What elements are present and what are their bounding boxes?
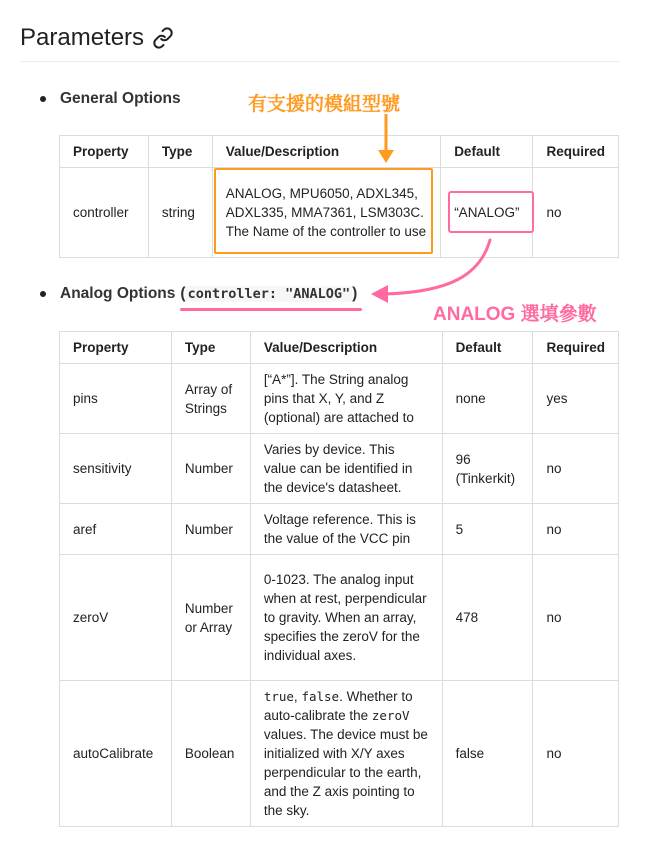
cell-default: false xyxy=(442,681,533,827)
cell-type: Number xyxy=(171,434,250,504)
cell-description: [“A*”]. The String analog pins that X, Y, and Z (optional) are attached to xyxy=(250,364,442,434)
table-row xyxy=(60,681,619,827)
cell-description xyxy=(250,681,442,827)
cell-type: Array of Strings xyxy=(171,364,250,434)
page-title xyxy=(20,24,174,52)
table-header-row xyxy=(60,332,619,364)
cell-description: Voltage reference. This is the value of the VCC pin xyxy=(250,504,442,555)
column-header: Property xyxy=(60,332,172,364)
cell-property: sensitivity xyxy=(60,434,172,504)
cell-default: 96 (Tinkerkit) xyxy=(442,434,533,504)
cell-required: no xyxy=(533,434,619,504)
bullet-dot xyxy=(40,96,46,102)
cell-required: no xyxy=(533,168,619,258)
cell-property: controller xyxy=(60,168,149,258)
cell-type: string xyxy=(148,168,212,258)
paren-open: ( xyxy=(180,285,186,302)
cell-type: Number or Array xyxy=(171,555,250,681)
cell-property: zeroV xyxy=(60,555,172,681)
cell-property: pins xyxy=(60,364,172,434)
annotation-analog-optional: ANALOG 選填參數 xyxy=(433,304,597,325)
cell-description: 0-1023. The analog input when at rest, perpendicular to gravity. When an array, specifies the zeroV for the individual axes. xyxy=(250,555,442,681)
general-options-item xyxy=(40,90,181,108)
table-row xyxy=(60,555,619,681)
annotation-supported-models: 有支援的模組型號 xyxy=(248,94,401,115)
column-header: Type xyxy=(148,136,212,168)
page-title-text: Parameters xyxy=(20,24,145,51)
cell-property: autoCalibrate xyxy=(60,681,172,827)
cell-description: Varies by device. This value can be identified in the device's datasheet. xyxy=(250,434,442,504)
cell-type: Number xyxy=(171,504,250,555)
analog-controller-code: controller: "ANALOG" xyxy=(187,286,351,302)
column-header: Value/Description xyxy=(250,332,442,364)
cell-default: none xyxy=(442,364,533,434)
code-false: false xyxy=(301,689,340,704)
table-row xyxy=(60,434,619,504)
highlight-default-analog xyxy=(448,191,534,233)
cell-required: yes xyxy=(533,364,619,434)
table-row xyxy=(60,364,619,434)
desc-end: values. The device must be initialized with X/Y axes perpendicular to the earth, and the Z axis pointing to the sky. xyxy=(263,727,428,818)
table-header-row xyxy=(60,136,619,168)
code-zerov: zeroV xyxy=(371,708,410,723)
cell-description: ANALOG, MPU6050, ADXL345, ADXL335, MMA7361, LSM303C. The Name of the controller to use xyxy=(212,168,440,258)
cell-default: “ANALOG” xyxy=(441,168,533,258)
column-header: Property xyxy=(60,136,149,168)
highlight-controller-values xyxy=(214,168,433,254)
column-header: Required xyxy=(533,332,619,364)
column-header: Type xyxy=(171,332,250,364)
desc-sep: , xyxy=(293,689,302,704)
title-divider xyxy=(20,61,620,62)
cell-default: 5 xyxy=(442,504,533,555)
cell-required: no xyxy=(533,681,619,827)
column-header: Required xyxy=(533,136,619,168)
bullet-dot xyxy=(40,291,46,297)
table-row xyxy=(60,504,619,555)
cell-type: Boolean xyxy=(171,681,250,827)
code-true: true xyxy=(263,689,294,704)
column-header: Default xyxy=(442,332,533,364)
desc-mid: . Whether to auto-calibrate the xyxy=(263,689,413,723)
cell-default: 478 xyxy=(442,555,533,681)
cell-required: no xyxy=(533,555,619,681)
analog-options-heading: Analog Options xyxy=(60,285,176,302)
column-header: Value/Description xyxy=(212,136,440,168)
general-options-heading: General Options xyxy=(60,90,181,107)
paren-close: ) xyxy=(352,285,358,302)
cell-required: no xyxy=(533,504,619,555)
underline-analog-code xyxy=(180,308,362,311)
cell-property: aref xyxy=(60,504,172,555)
pink-arrow-head xyxy=(371,285,388,303)
analog-options-item xyxy=(40,285,357,303)
analog-options-table xyxy=(59,331,619,827)
link-icon[interactable] xyxy=(152,27,174,49)
column-header: Default xyxy=(441,136,533,168)
